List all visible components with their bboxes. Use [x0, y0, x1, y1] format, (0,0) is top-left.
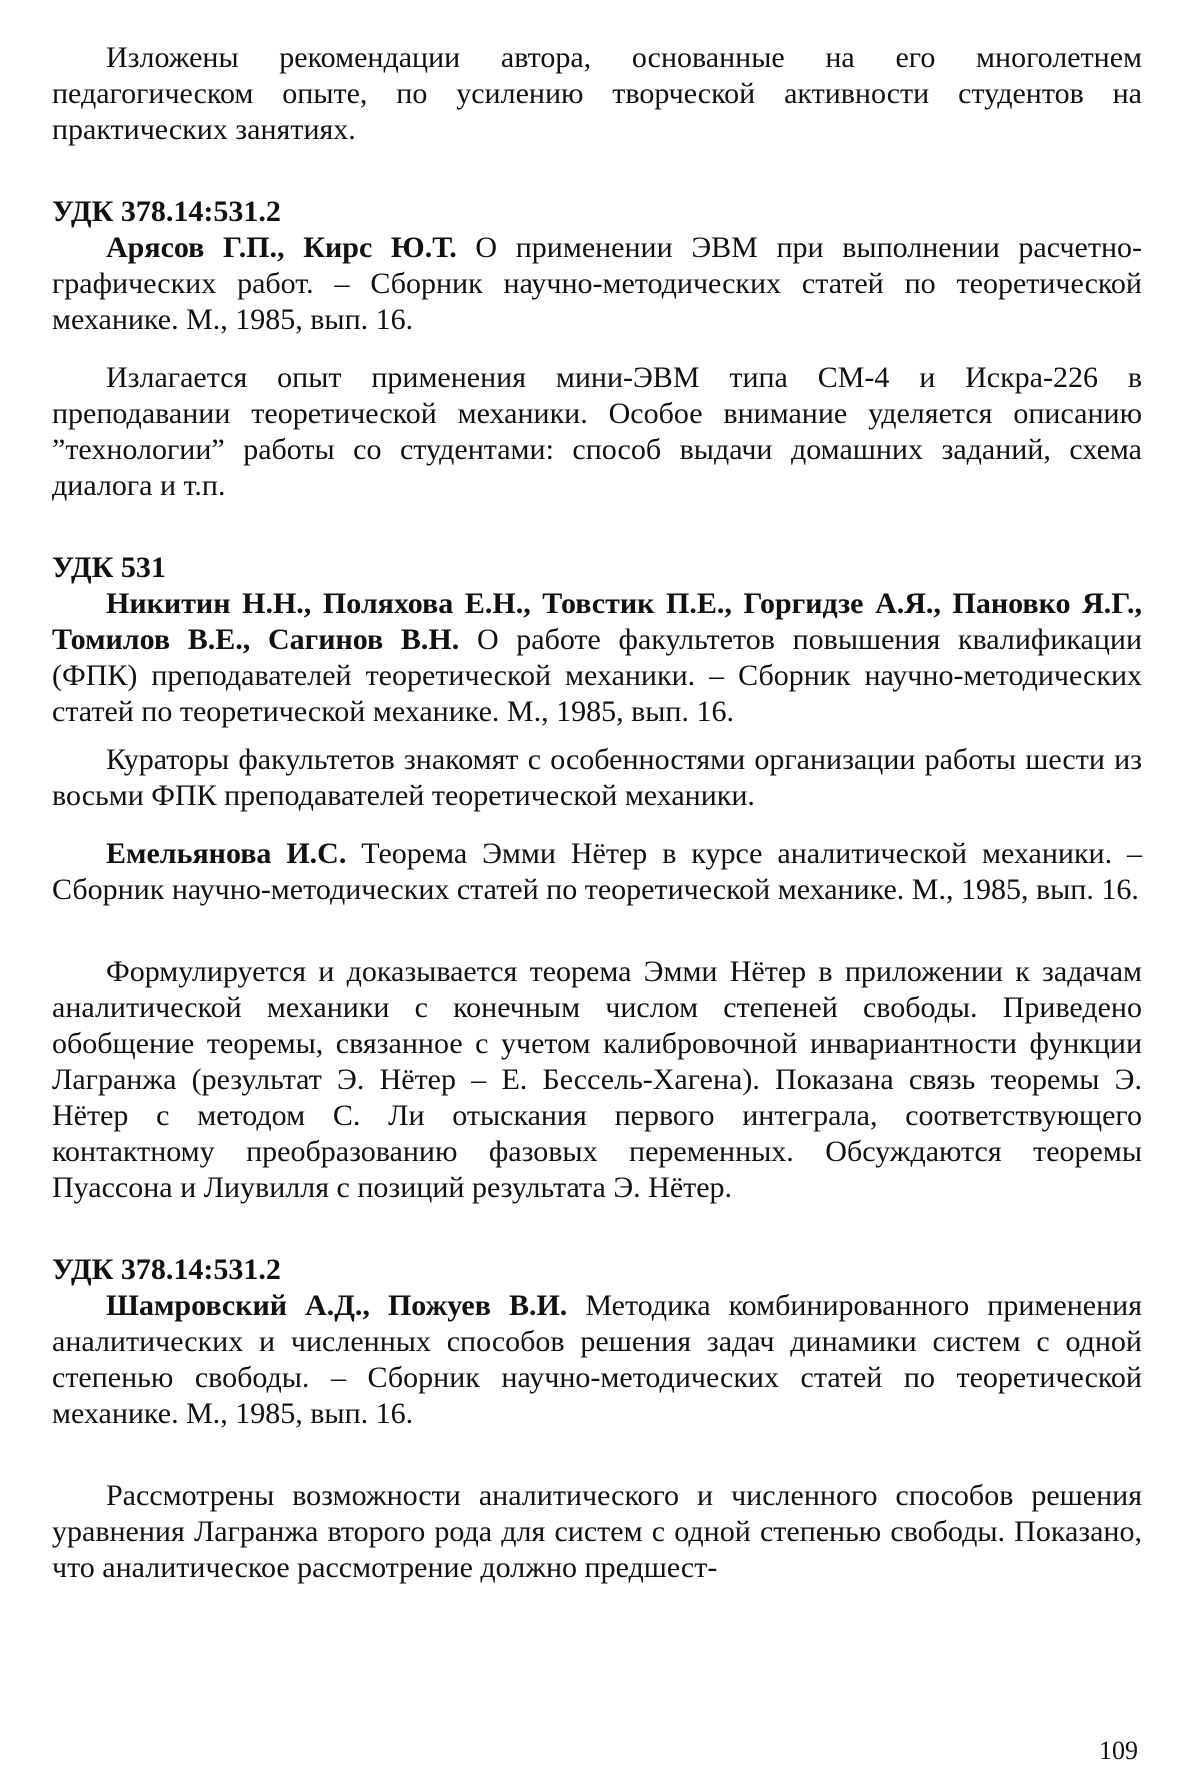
authors-1: Арясов Г.П., Кирс Ю.Т. [106, 231, 457, 264]
authors-4: Шамровский А.Д., Пожуев В.И. [106, 1289, 568, 1322]
citation-text-1: О применении ЭВМ при выполнении расчетно-графических работ. – Сборник научно-методических статей по теоретической механике. М., 1985, вып. 16. [52, 231, 1143, 336]
document-page [52, 40, 1142, 1586]
spacer [52, 1432, 1142, 1478]
udk-code-2: УДК 531 [52, 551, 166, 584]
intro-abstract: Изложены рекомендации автора, основанные на его многолетнем педагогическом опыте, по усилению творческой активности студентов на практических занятиях. [52, 41, 1142, 146]
citation-text-2: О работе факультетов повышения квалификации (ФПК) преподавателей теоретической механики. – Сборник научно-методических статей по теоретической механике. М., 1985, вып. 16. [52, 623, 1143, 728]
abstract-1: Излагается опыт применения мини-ЭВМ типа СМ-4 и Искра-226 в преподавании теоретической механики. Особое внимание уделяется описанию ”технологии” работы со студентами: способ выдачи домашних заданий, схема диалога и т.п. [52, 361, 1142, 502]
citation-2 [52, 586, 1142, 730]
spacer [52, 814, 1142, 836]
citation-1 [52, 230, 1142, 338]
spacer [52, 338, 1142, 360]
citation-text-3: Теорема Эмми Нётер в курсе аналитической механики. – Сборник научно-методических статей по теоретической механике. М., 1985, вып. 16. [52, 837, 1143, 906]
spacer [52, 148, 1142, 194]
spacer [52, 908, 1142, 954]
page-number: 109 [1099, 1736, 1138, 1765]
udk-code-1: УДК 378.14:531.2 [52, 195, 281, 228]
spacer [52, 504, 1142, 550]
spacer [52, 730, 1142, 742]
citation-3 [52, 836, 1142, 908]
spacer [52, 1206, 1142, 1252]
citation-text-4: Методика комбинированного применения аналитических и численных способов решения задач динамики систем с одной степенью свободы. – Сборник научно-методических статей по теоретической механике. М., 1985, вып. 16. [52, 1289, 1142, 1430]
abstract-2: Кураторы факультетов знакомят с особенностями организации работы шести из восьми ФПК преподавателей теоретической механики. [52, 743, 1142, 812]
udk-code-4: УДК 378.14:531.2 [52, 1253, 281, 1286]
authors-3: Емельянова И.С. [106, 837, 347, 870]
citation-4 [52, 1288, 1142, 1432]
abstract-4: Рассмотрены возможности аналитического и численного способов решения уравнения Лагранжа второго рода для систем с одной степенью свободы. Показано, что аналитическое рассмотрение должно предшест- [52, 1479, 1142, 1584]
abstract-3: Формулируется и доказывается теорема Эмми Нётер в приложении к задачам аналитической механики с конечным числом степеней свободы. Приведено обобщение теоремы, связанное с учетом калибровочной инвариантности функции Лагранжа (результат Э. Нётер – Е. Бессель-Хагена). Показана связь теоремы Э. Нётер с методом С. Ли отыскания первого интеграла, соответствующего контактному преобразованию фазовых переменных. Обсуждаются теоремы Пуассона и Лиувилля с позиций результата Э. Нётер. [52, 955, 1142, 1204]
authors-2: Никитин Н.Н., Поляхова Е.Н., Товстик П.Е., Горгидзе А.Я., Пановко Я.Г., Томилов В.Е., Сагинов В.Н. [52, 587, 1142, 656]
